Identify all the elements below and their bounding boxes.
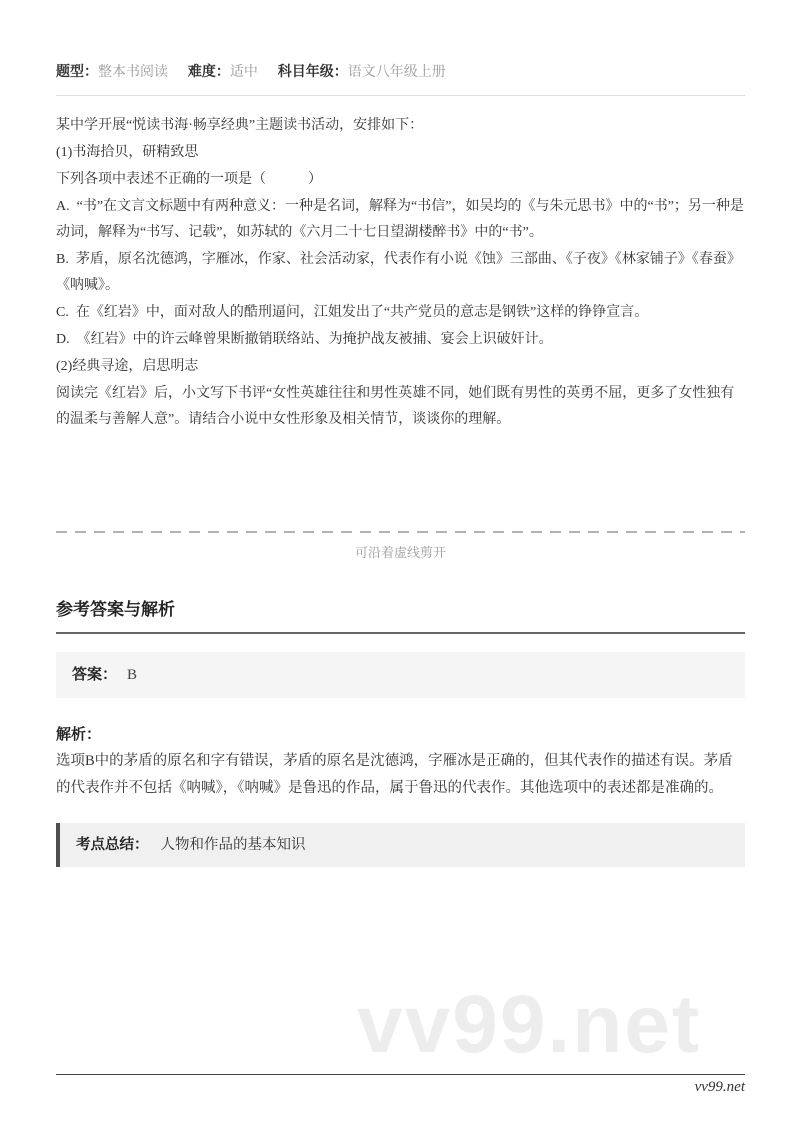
page-content [56, 0, 745, 867]
meta-subject-grade [278, 62, 446, 80]
answer-label: 答案： [72, 666, 118, 683]
meta-difficulty [188, 62, 258, 80]
answers-section [56, 595, 745, 867]
meta-difficulty-label: 难度： [187, 63, 230, 79]
answer-box [56, 652, 745, 698]
meta-subject-grade-value: 语文八年级上册 [347, 63, 446, 79]
header-divider [56, 95, 745, 96]
cut-line-block [56, 531, 745, 561]
option-a-text: “书”在文言文标题中有两种意义：一种是名词，解释为“书信”，如吴均的《与朱元思书》中的“书”；另一种是动词，解释为“书写、记载”，如苏轼的《六月二十七日望湖楼醉书》中的“书”。 [56, 199, 744, 240]
meta-difficulty-value: 适中 [229, 63, 258, 79]
option-a [56, 194, 745, 246]
option-c [56, 300, 745, 326]
option-b-text: 茅盾，原名沈德鸿，字雁冰，作家、社会活动家，代表作有小说《蚀》三部曲、《子夜》《林家铺子》《春蚕》《呐喊》。 [56, 252, 741, 293]
meta-question-type-label: 题型： [56, 63, 98, 79]
question-stem: 下列各项中表述不正确的一项是（ ） [56, 172, 322, 187]
question-meta-row [56, 0, 745, 80]
key-points-box [56, 823, 745, 867]
key-points-label: 考点总结： [76, 837, 149, 853]
option-d-text: 《红岩》中的许云峰曾果断撤销联络站、为掩护战友被捕、宴会上识破奸计。 [76, 332, 553, 347]
key-points-value: 人物和作品的基本知识 [160, 837, 306, 853]
option-b [56, 247, 745, 299]
option-a-label: A. [56, 199, 70, 214]
answer-value: B [127, 667, 138, 683]
answers-heading: 参考答案与解析 [56, 595, 745, 634]
site-watermark: vv99.net [357, 979, 702, 1070]
analysis-text: 选项B中的茅盾的原名和字有错误，茅盾的原名是沈德鸿，字雁冰是正确的，但其代表作的描述有误。茅盾的代表作并不包括《呐喊》，《呐喊》是鲁迅的作品，属于鲁迅的代表作。其他选项中的表述都是准确的。 [56, 753, 733, 796]
page-footer [56, 1074, 745, 1096]
question-part2-text: 阅读完《红岩》后，小文写下书评“女性英雄往往和男性英雄不同，她们既有男性的英勇不屈，更多了女性独有的温柔与善解人意”。请结合小说中女性形象及相关情节，谈谈你的理解。 [56, 386, 735, 427]
option-d [56, 327, 745, 353]
footer-site-name: vv99.net [694, 1079, 745, 1095]
analysis-label: 解析： [56, 726, 102, 743]
cut-dashed-line [56, 531, 745, 533]
analysis-label-row [56, 725, 745, 745]
option-c-text: 在《红岩》中，面对敌人的酷刑逼问，江姐发出了“共产党员的意志是钢铁”这样的铮铮宣言。 [75, 305, 649, 320]
cut-line-caption: 可沿着虚线剪开 [354, 545, 446, 560]
meta-question-type-value: 整本书阅读 [98, 63, 168, 79]
question-part1-title: (1)书海拾贝，研精致思 [56, 145, 199, 160]
question-body [56, 113, 745, 433]
meta-question-type [56, 62, 168, 80]
option-c-label: C. [56, 305, 69, 320]
meta-subject-grade-label: 科目年级： [277, 63, 348, 79]
option-b-label: B. [56, 252, 69, 267]
question-intro: 某中学开展“悦读书海·畅享经典”主题读书活动，安排如下： [56, 118, 424, 133]
question-part2-title: (2)经典寻途，启思明志 [56, 359, 199, 374]
option-d-label: D. [56, 332, 70, 347]
